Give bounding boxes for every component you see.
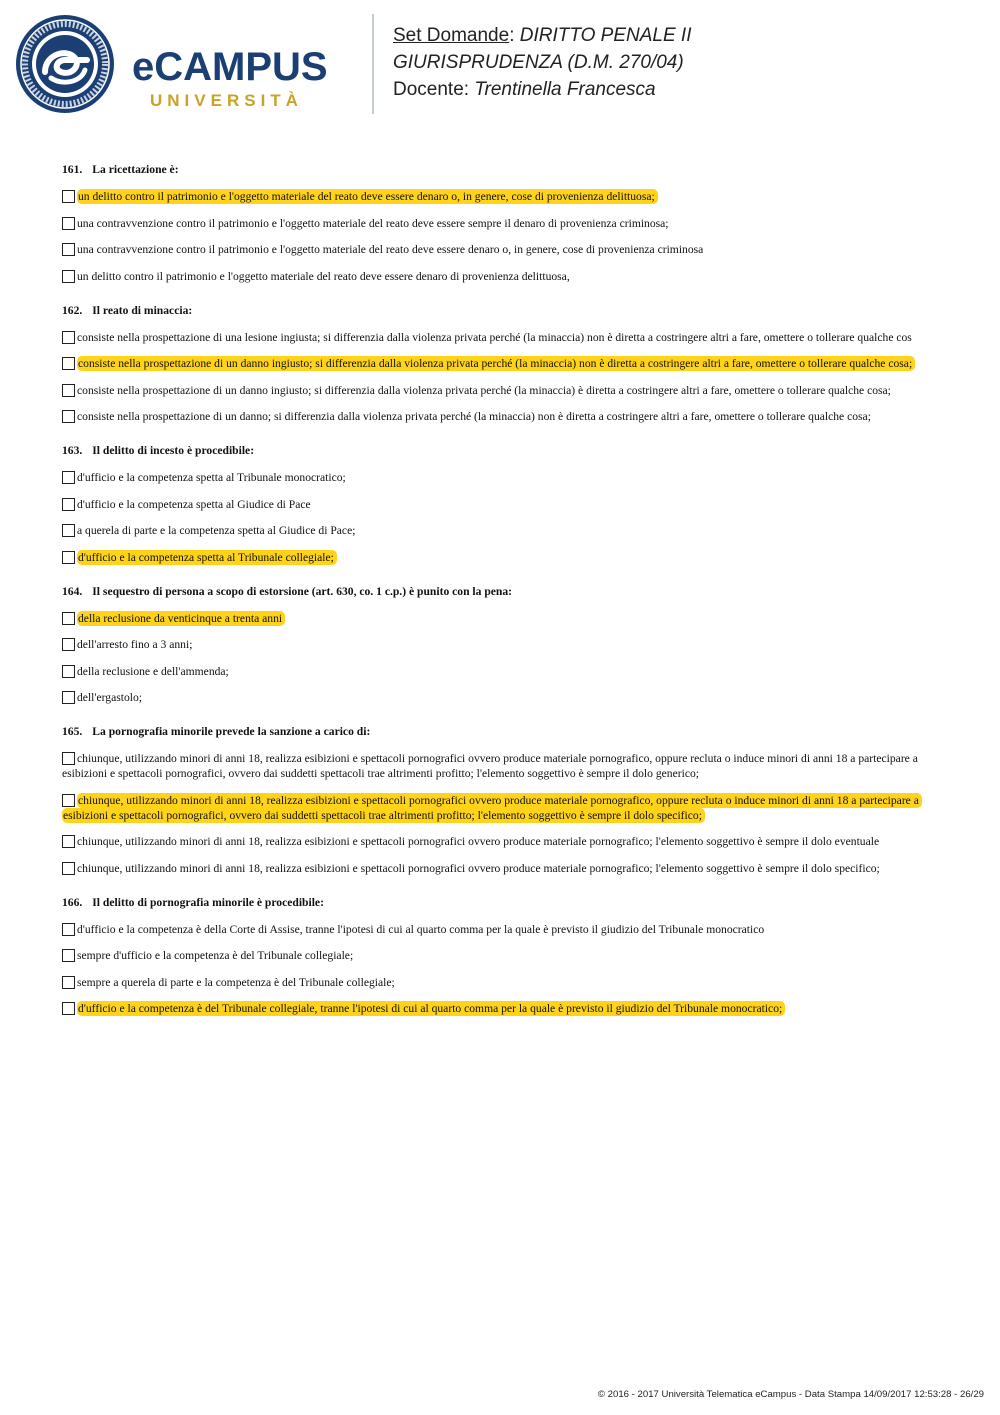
docente-line [393, 76, 692, 103]
answer-checkbox[interactable] [62, 217, 75, 230]
question-text: La pornografia minorile prevede la sanzione a carico di: [92, 725, 371, 738]
answer-checkbox[interactable] [62, 331, 75, 344]
docente-value: Trentinella Francesca [474, 79, 656, 100]
page-footer: © 2016 - 2017 Università Telematica eCampus - Data Stampa 14/09/2017 12:53:28 - 26/29 [597, 1389, 984, 1400]
question-162 [62, 303, 942, 425]
answer-option [62, 356, 942, 371]
ecampus-seal-logo [15, 14, 115, 114]
docente-label: Docente: [393, 79, 470, 100]
answer-text: consiste nella prospettazione di un danno ingiusto; si differenzia dalla violenza privata perché (la minaccia) è diretta a costringere altri a fare, omettere o tollerare qualche cosa; [77, 383, 891, 397]
answer-checkbox[interactable] [62, 190, 75, 203]
answer-checkbox[interactable] [62, 665, 75, 678]
question-title [62, 443, 942, 458]
svg-text:eCAMPUS: eCAMPUS [132, 45, 328, 89]
questions-list [62, 162, 942, 1035]
answer-option [62, 861, 942, 876]
answer-checkbox[interactable] [62, 551, 75, 564]
set-domande-line: Set Domande: DIRITTO PENALE II [393, 25, 692, 46]
answer-checkbox[interactable] [62, 384, 75, 397]
ecampus-wordmark-logo [130, 42, 360, 112]
answer-checkbox[interactable] [62, 524, 75, 537]
answer-option [62, 1001, 942, 1016]
set-domande-value: DIRITTO PENALE II [519, 25, 692, 46]
answer-checkbox[interactable] [62, 835, 75, 848]
answer-text-highlighted: della reclusione da venticinque a trenta anni [77, 611, 285, 626]
answer-text: d'ufficio e la competenza spetta al Giudice di Pace [77, 497, 311, 511]
question-text: Il sequestro di persona a scopo di estorsione (art. 630, co. 1 c.p.) è punito con la pena: [92, 584, 513, 598]
answer-text-highlighted: d'ufficio e la competenza è del Tribunale collegiale, tranne l'ipotesi di cui al quarto comma per la quale è previsto il giudizio del Tribunale monocratico; [77, 1001, 785, 1016]
header-info [393, 22, 692, 103]
question-title [62, 162, 942, 177]
question-165 [62, 724, 942, 876]
question-number: 162. [62, 303, 83, 317]
answer-checkbox[interactable] [62, 498, 75, 511]
answer-option [62, 948, 942, 963]
answer-checkbox[interactable] [62, 1002, 75, 1015]
question-title [62, 584, 942, 599]
answer-text: d'ufficio e la competenza spetta al Tribunale monocratico; [77, 471, 346, 484]
question-number: 164. [62, 584, 83, 598]
answer-checkbox[interactable] [62, 752, 75, 765]
answer-option [62, 189, 942, 204]
page-header [0, 0, 1000, 130]
answer-option [62, 216, 942, 231]
answer-text: chiunque, utilizzando minori di anni 18, realizza esibizioni e spettacoli pornografici ovvero produce materiale pornografico; l'elemento soggettivo è sempre il dolo eventuale [77, 835, 880, 848]
answer-text: chiunque, utilizzando minori di anni 18, realizza esibizioni e spettacoli pornografici ovvero produce materiale pornografico; l'elemento soggettivo è sempre il dolo specifico; [77, 861, 880, 875]
question-number: 166. [62, 895, 83, 909]
answer-option [62, 611, 942, 626]
answer-option [62, 751, 942, 781]
answer-option [62, 242, 942, 257]
answer-option [62, 975, 942, 990]
answer-text: sempre d'ufficio e la competenza è del Tribunale collegiale; [77, 949, 354, 962]
answer-option [62, 664, 942, 679]
answer-option [62, 470, 942, 485]
answer-checkbox[interactable] [62, 862, 75, 875]
answer-option [62, 330, 942, 345]
answer-checkbox[interactable] [62, 923, 75, 936]
answer-option [62, 269, 942, 284]
question-163 [62, 443, 942, 565]
question-text: La ricettazione è: [92, 163, 179, 176]
header-divider [372, 14, 374, 114]
question-161 [62, 162, 942, 284]
answer-text-highlighted: consiste nella prospettazione di un danno ingiusto; si differenzia dalla violenza privata perché (la minaccia) non è diretta a costringere altri a fare, omettere o tollerare qualche cosa; [77, 356, 915, 371]
answer-option [62, 550, 942, 565]
answer-text: una contravvenzione contro il patrimonio e l'oggetto materiale del reato deve essere sempre il denaro di provenienza criminosa; [77, 216, 669, 230]
question-text: Il delitto di pornografia minorile è procedibile: [92, 895, 324, 909]
question-text: Il reato di minaccia: [92, 303, 193, 317]
answer-text: dell'ergastolo; [77, 691, 142, 704]
question-164 [62, 584, 942, 706]
answer-text: consiste nella prospettazione di una lesione ingiusta; si differenzia dalla violenza privata perché (la minaccia) non è diretta a costringere altri a fare, omettere o tollerare qualche cos [77, 330, 912, 344]
answer-text: d'ufficio e la competenza è della Corte di Assise, tranne l'ipotesi di cui al quarto comma per la quale è previsto il giudizio del Tribunale monocratico [77, 922, 765, 936]
answer-option [62, 409, 942, 424]
question-166 [62, 895, 942, 1017]
answer-checkbox[interactable] [62, 949, 75, 962]
answer-option [62, 690, 942, 705]
answer-option [62, 922, 942, 937]
answer-text-highlighted: chiunque, utilizzando minori di anni 18, realizza esibizioni e spettacoli pornografici ovvero produce materiale pornografico, oppure recluta o induce minori di anni 18 a partecipare a esibizioni e spettacoli pornografici, ovvero dai suddetti spettacoli trae altrimenti profitto; l'elemento soggettivo è sempre il dolo specifico; [62, 793, 922, 823]
answer-checkbox[interactable] [62, 612, 75, 625]
answer-checkbox[interactable] [62, 471, 75, 484]
answer-checkbox[interactable] [62, 357, 75, 370]
answer-checkbox[interactable] [62, 270, 75, 283]
answer-text: a querela di parte e la competenza spetta al Giudice di Pace; [77, 524, 356, 537]
question-number: 163. [62, 444, 83, 457]
answer-text: chiunque, utilizzando minori di anni 18, realizza esibizioni e spettacoli pornografici ovvero produce materiale pornografico, oppure recluta o induce minori di anni 18 a partecipare a esibizioni e spettacoli pornografici, ovvero dai suddetti spettacoli trae altrimenti profitto; l'elemento soggettivo è sempre il dolo generico; [62, 752, 918, 780]
answer-text: consiste nella prospettazione di un danno; si differenzia dalla violenza privata perché (la minaccia) non è diretta a costringere altri a fare, omettere o tollerare qualche cosa; [77, 410, 871, 423]
answer-text: della reclusione e dell'ammenda; [77, 664, 229, 678]
answer-checkbox[interactable] [62, 976, 75, 989]
course-name: GIURISPRUDENZA (D.M. 270/04) [393, 52, 684, 73]
set-domande-label: Set Domande [393, 25, 510, 46]
answer-checkbox[interactable] [62, 638, 75, 651]
question-number: 161. [62, 163, 83, 176]
answer-text: una contravvenzione contro il patrimonio e l'oggetto materiale del reato deve essere denaro o, in genere, cose di provenienza criminosa [77, 243, 704, 256]
answer-option [62, 523, 942, 538]
question-title [62, 303, 942, 318]
answer-text-highlighted: d'ufficio e la competenza spetta al Tribunale collegiale; [77, 550, 337, 565]
answer-text: un delitto contro il patrimonio e l'oggetto materiale del reato deve essere denaro di provenienza delittuosa, [77, 269, 570, 283]
question-title [62, 895, 942, 910]
answer-checkbox[interactable] [62, 794, 75, 807]
answer-option [62, 497, 942, 512]
question-text: Il delitto di incesto è procedibile: [92, 444, 255, 457]
answer-text-highlighted: un delitto contro il patrimonio e l'oggetto materiale del reato deve essere denaro o, in genere, cose di provenienza delittuosa; [77, 189, 658, 204]
answer-option [62, 834, 942, 849]
answer-text: dell'arresto fino a 3 anni; [77, 638, 193, 651]
answer-option [62, 793, 942, 823]
question-title [62, 724, 942, 739]
answer-text: sempre a querela di parte e la competenza è del Tribunale collegiale; [77, 975, 395, 989]
answer-checkbox[interactable] [62, 691, 75, 704]
answer-checkbox[interactable] [62, 243, 75, 256]
answer-option [62, 383, 942, 398]
question-number: 165. [62, 725, 83, 738]
answer-option [62, 637, 942, 652]
answer-checkbox[interactable] [62, 410, 75, 423]
svg-text:UNIVERSITÀ: UNIVERSITÀ [150, 91, 303, 110]
